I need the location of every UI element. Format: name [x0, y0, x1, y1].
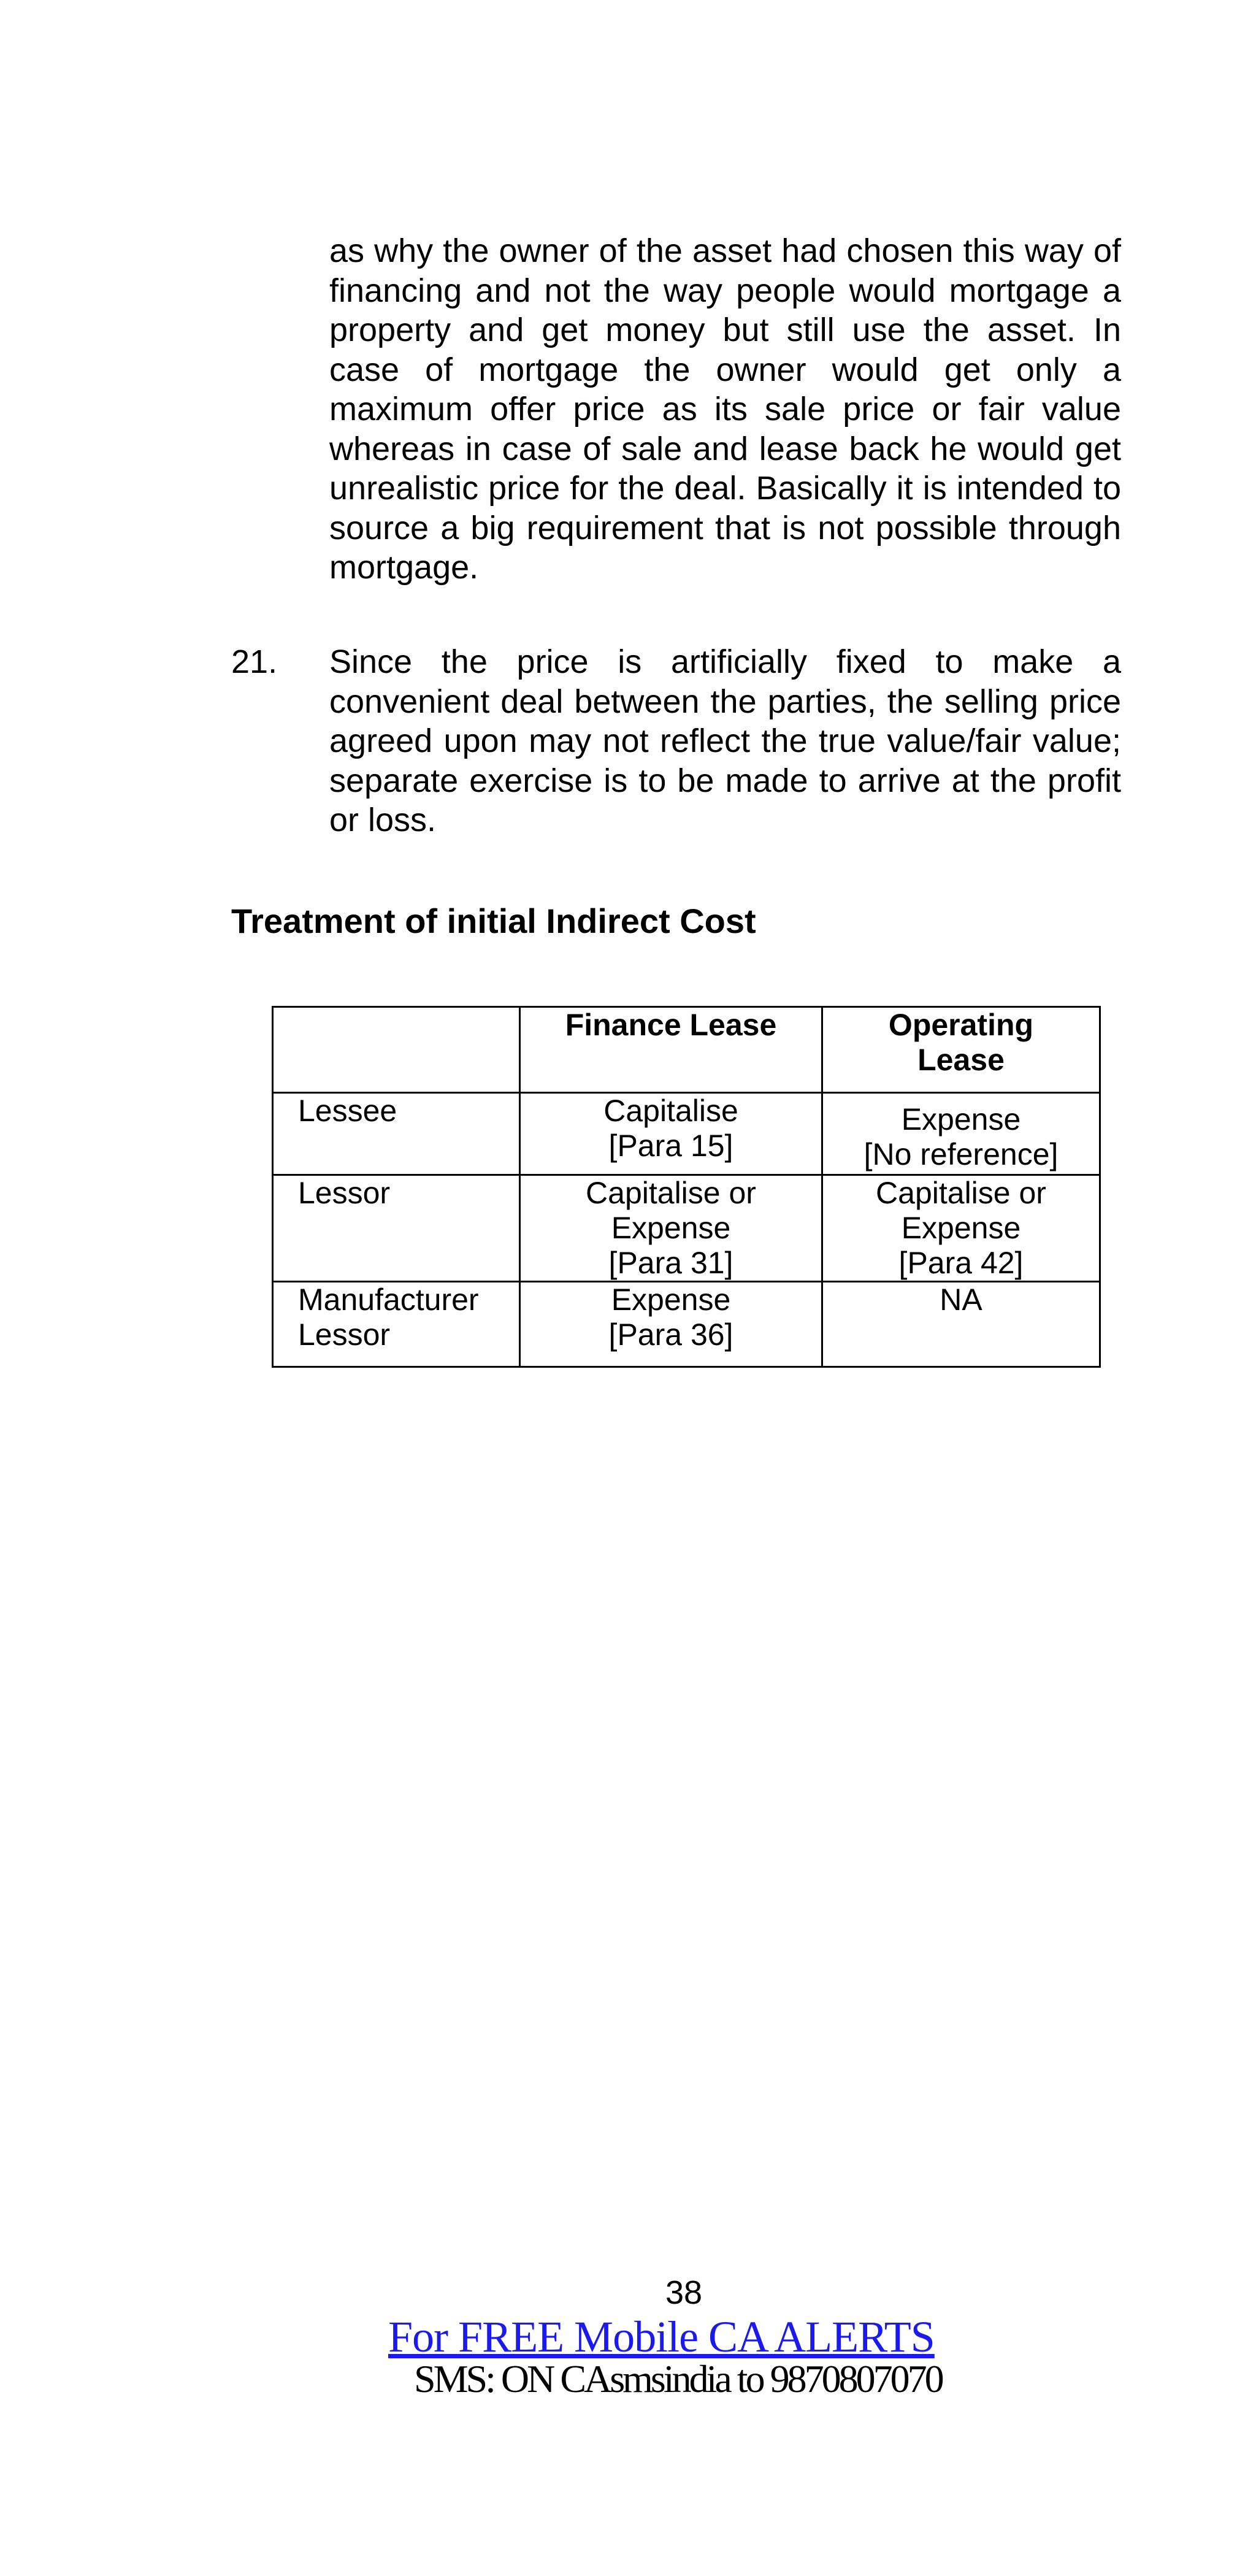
table-header-row — [273, 1007, 1100, 1093]
header-operating-lease — [822, 1007, 1100, 1093]
table-row-lessor — [273, 1175, 1100, 1282]
cell-party — [273, 1093, 520, 1175]
party-label: Lessee — [298, 1094, 397, 1128]
cell-finance — [520, 1175, 822, 1282]
cell-operating — [822, 1093, 1100, 1175]
header-party — [273, 1007, 520, 1093]
cell-line: Capitalise — [603, 1094, 738, 1128]
cell-line: Capitalise or — [586, 1176, 756, 1210]
cell-line: Expense — [611, 1211, 731, 1245]
cell-party — [273, 1175, 520, 1282]
cell-line: Capitalise or — [876, 1176, 1046, 1210]
party-label: Lessor — [298, 1317, 391, 1352]
cell-line: Expense — [901, 1211, 1021, 1245]
cell-line: Expense — [611, 1282, 731, 1317]
free-alerts-link[interactable]: For FREE Mobile CA ALERTS — [388, 2312, 935, 2361]
table-row-manufacturer-lessor — [273, 1282, 1100, 1367]
cell-operating — [822, 1175, 1100, 1282]
cell-line: Expense — [901, 1102, 1021, 1137]
cell-party — [273, 1282, 520, 1367]
cell-line: [Para 31] — [608, 1246, 733, 1280]
header-finance-lease: Finance Lease — [520, 1007, 822, 1093]
cell-line: NA — [940, 1282, 982, 1317]
header-operating-line: Lease — [917, 1043, 1005, 1077]
cell-line: [Para 15] — [608, 1129, 733, 1163]
section-heading: Treatment of initial Indirect Cost — [231, 902, 756, 940]
party-label: Manufacturer — [298, 1282, 479, 1317]
party-label: Lessor — [298, 1176, 391, 1210]
cell-line: [Para 36] — [608, 1317, 733, 1352]
cell-finance — [520, 1282, 822, 1367]
continued-paragraph: as why the owner of the asset had chosen this way of financing and not the way people would mortgage a property and get money but still use the asset. In case of mortgage the owner would get only a maximum offer price as its sale price or fair value whereas in case of sale and lease back he would get unrealistic price for the deal. Basically it is intended to source a big requirement that is not possible through mortgage. — [329, 232, 1121, 586]
initial-indirect-cost-table — [272, 1006, 1101, 1368]
cell-operating — [822, 1282, 1100, 1367]
paragraph-number-21: 21. — [231, 643, 278, 680]
page-number: 38 — [665, 2274, 703, 2311]
cell-line: [No reference] — [864, 1137, 1059, 1171]
table-row-lessee — [273, 1093, 1100, 1175]
cell-line: [Para 42] — [898, 1246, 1024, 1280]
header-operating-line: Operating — [888, 1008, 1034, 1042]
paragraph-21: Since the price is artificially fixed to make a convenient deal between the parties, the selling price agreed upon may not reflect the true value/fair value; separate exercise is to be made to arrive at the profit or loss. — [329, 643, 1121, 838]
cell-finance — [520, 1093, 822, 1175]
sms-instruction: SMS: ON CAsmsindia to 9870807070 — [414, 2357, 942, 2401]
